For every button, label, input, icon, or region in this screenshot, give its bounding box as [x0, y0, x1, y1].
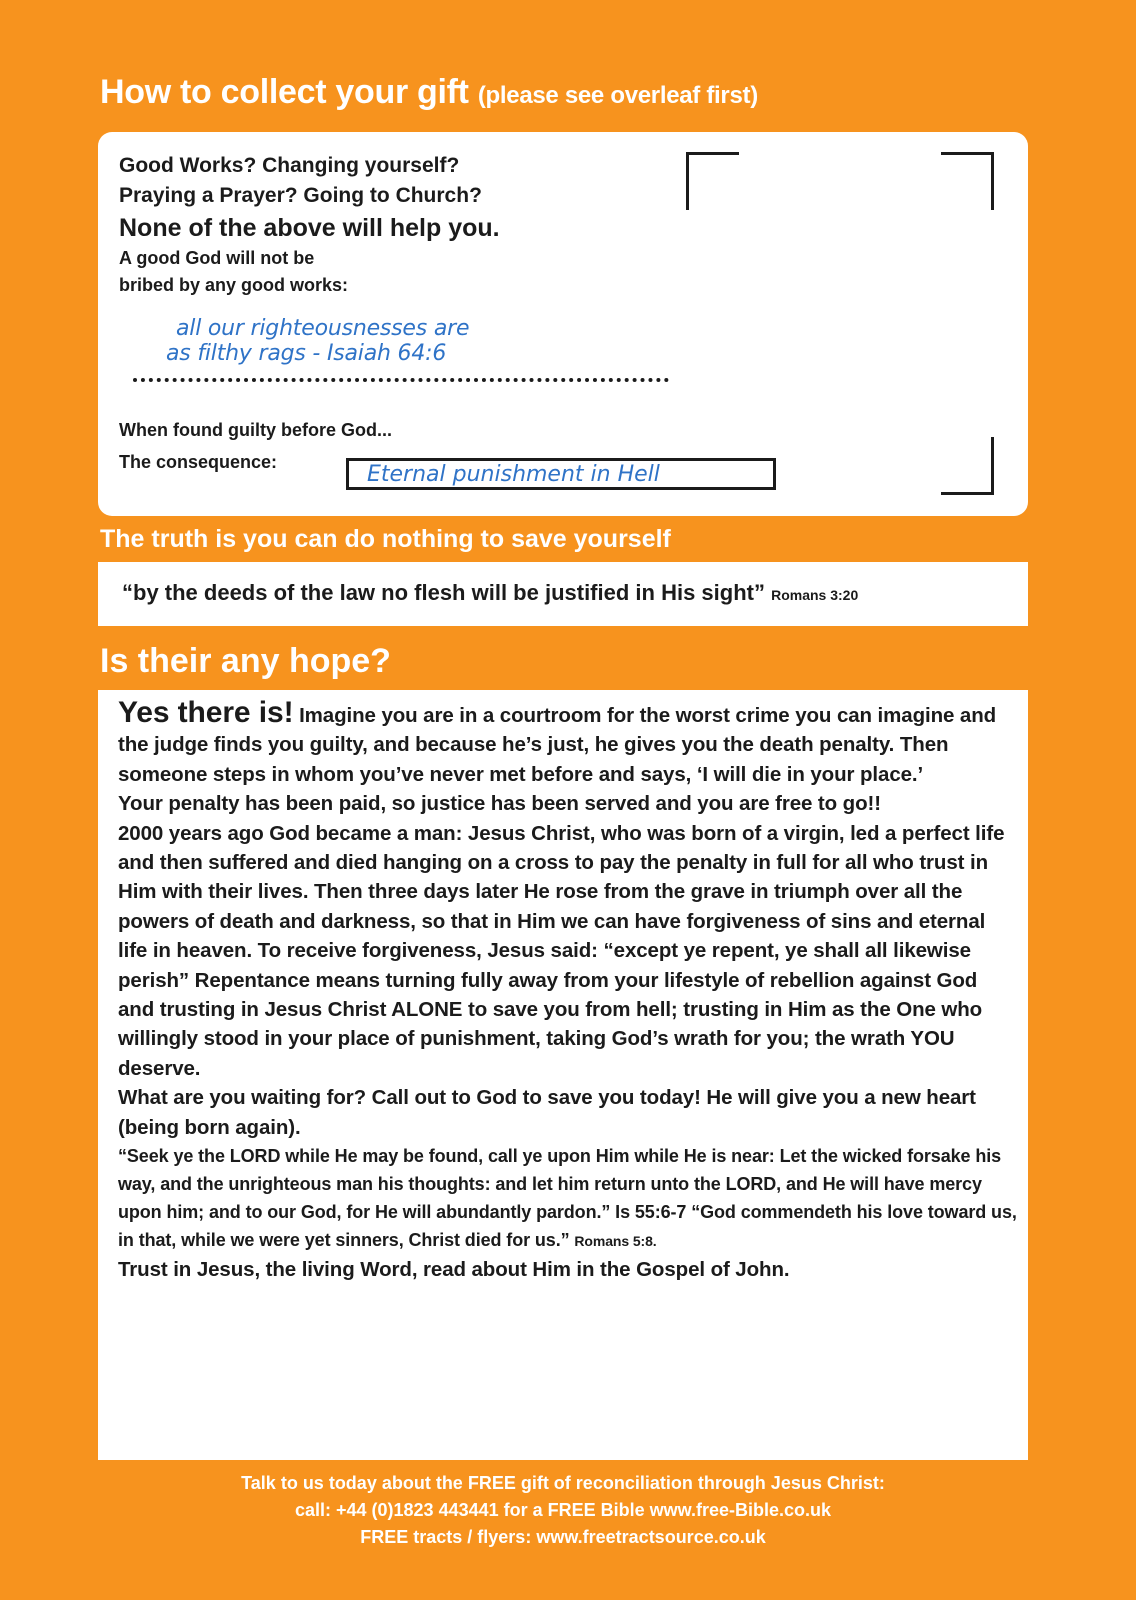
paragraph-3: 2000 years ago God became a man: Jesus Christ, who was born of a virgin, led a perfect life and then suffered and died hanging on a cross to pay the penalty in full for all who trust in Him with their lives. Then three days later He rose from the grave in triumph over all the powers of death and darkness, so that in Him we can have forgiveness of sins and eternal life in heaven. To receive forgiveness, Jesus said: “except ye repent, ye shall all likewise perish” Repentance means turning fully away from your lifestyle of rebellion against God and trusting in Jesus Christ ALONE to save you from hell; trusting in Him as the One who willingly stood in your place of punishment, taking God’s wrath for you; the wrath YOU deserve.	[118, 821, 1005, 1080]
paragraph-1	[118, 698, 1018, 789]
page-title	[100, 72, 758, 116]
intro-panel	[98, 132, 1028, 516]
intro-line-1: Good Works? Changing yourself?	[119, 154, 460, 177]
paragraph-5-reference: Romans 5:8.	[574, 1233, 657, 1250]
consequence-answer-box	[346, 458, 776, 490]
crop-mark-top-left	[686, 152, 739, 210]
paragraph-5	[118, 1142, 1018, 1255]
paragraph-4: What are you waiting for? Call out to God to save you today! He will give you a new heart (being born again).	[118, 1086, 976, 1139]
paragraph-6: Trust in Jesus, the living Word, read about Him in the Gospel of John.	[118, 1258, 790, 1282]
title-subtitle: (please see overleaf first)	[477, 82, 758, 109]
verse-reference: Romans 3:20	[771, 587, 859, 603]
footer-line-3: FREE tracts / flyers: www.freetractsource.co.uk	[360, 1527, 766, 1547]
footer-line-1: Talk to us today about the FREE gift of reconciliation through Jesus Christ:	[241, 1473, 885, 1493]
verse-text: “by the deeds of the law no flesh will be justified in His sight”	[122, 580, 765, 605]
romans-verse	[122, 578, 858, 610]
title-main: How to collect your gift	[100, 73, 469, 111]
dotted-line	[133, 378, 669, 382]
handwritten-verse-line-1: all our righteousnesses are	[176, 316, 470, 341]
yes-heading: Yes there is!	[118, 696, 294, 729]
consequence-label: The consequence:	[119, 452, 278, 472]
handwritten-verse-line-2: as filthy rags - Isaiah 64:6	[166, 341, 447, 366]
footer	[98, 1470, 1028, 1551]
intro-line-4: A good God will not be	[119, 248, 315, 268]
paragraph-2: Your penalty has been paid, so justice has been served and you are free to go!!	[118, 792, 881, 816]
crop-mark-bottom-right	[941, 437, 994, 495]
footer-line-2: call: +44 (0)1823 443441 for a FREE Bible www.free-Bible.co.uk	[294, 1500, 832, 1520]
hope-heading: Is their any hope?	[100, 642, 391, 680]
crop-mark-top-right	[941, 152, 994, 210]
guilty-text: When found guilty before God...	[119, 420, 392, 440]
intro-line-3: None of the above will help you.	[119, 214, 500, 242]
truth-heading: The truth is you can do nothing to save yourself	[100, 525, 671, 553]
hope-body	[118, 698, 1018, 1285]
paragraph-5-text: “Seek ye the LORD while He may be found, call ye upon Him while He is near: Let the wicked forsake his way, and the unrighteous man his thoughts: and let him return unto the LORD, and He will have mercy upon him; and to our God, for He will abundantly pardon.” Is 55:6-7 “God commendeth his love toward us, in that, while we were yet sinners, Christ died for us.”	[118, 1146, 1017, 1251]
intro-line-5: bribed by any good works:	[119, 275, 349, 295]
intro-text	[119, 151, 500, 299]
consequence-answer: Eternal punishment in Hell	[367, 462, 660, 487]
paragraph-1-text: Imagine you are in a courtroom for the worst crime you can imagine and the judge finds you guilty, and because he’s just, he gives you the death penalty. Then someone steps in whom you’ve never met before and says, ‘I will die in your place.’	[118, 704, 997, 786]
intro-line-2: Praying a Prayer? Going to Church?	[119, 184, 482, 207]
hope-panel	[98, 690, 1028, 1460]
verse-panel	[98, 562, 1028, 626]
